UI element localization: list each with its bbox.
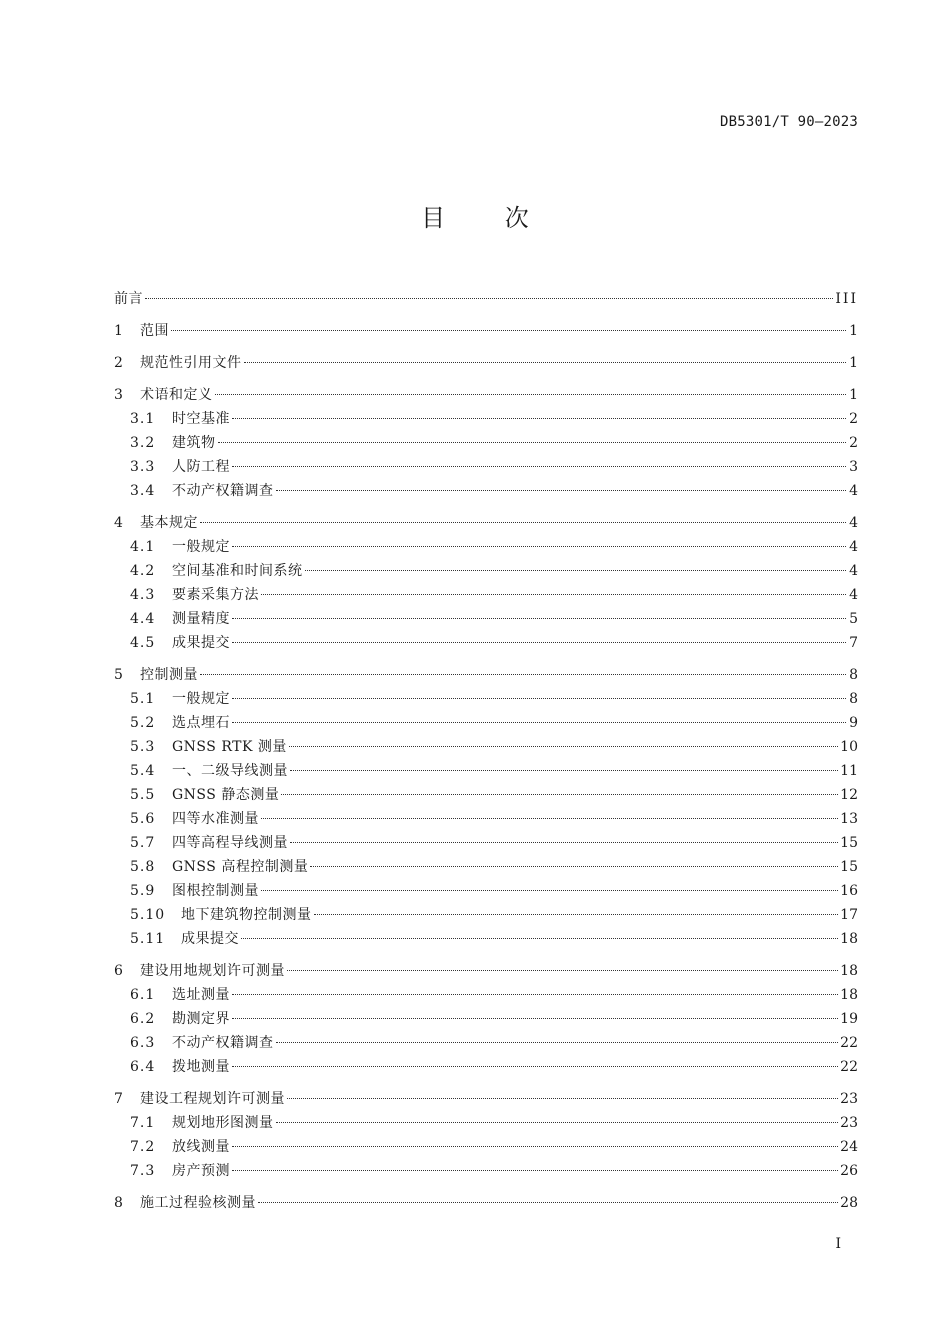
toc-entry-number: 7.3 bbox=[130, 1163, 156, 1179]
toc-entry-number: 7.1 bbox=[130, 1115, 156, 1131]
toc-entry-page: 11 bbox=[840, 763, 858, 779]
toc-entry-page: 7 bbox=[849, 635, 858, 651]
toc-section-entry[interactable] bbox=[114, 1031, 858, 1055]
toc-entry-page: 12 bbox=[840, 787, 858, 803]
toc-entry-page: 5 bbox=[849, 611, 858, 627]
toc-entry-label: 规划地形图测量 bbox=[172, 1115, 274, 1131]
toc-entry-label: 图根控制测量 bbox=[172, 883, 259, 899]
toc-entry-page: 1 bbox=[849, 387, 858, 403]
toc-entry-page: 10 bbox=[840, 739, 858, 755]
toc-entry-number: 5 bbox=[114, 667, 124, 683]
toc-leader-dots bbox=[215, 394, 847, 395]
toc-entry-number: 5.10 bbox=[130, 907, 166, 923]
toc-entry-number: 7 bbox=[114, 1091, 124, 1107]
toc-entry-page: 2 bbox=[849, 411, 858, 427]
toc-entry-number: 4.3 bbox=[130, 587, 156, 603]
toc-leader-dots bbox=[232, 466, 846, 467]
toc-entry-label: 前言 bbox=[114, 291, 143, 307]
toc-section-entry[interactable] bbox=[114, 631, 858, 655]
toc-entry-number: 6 bbox=[114, 963, 124, 979]
toc-leader-dots bbox=[200, 674, 846, 675]
toc-entry-label: 成果提交 bbox=[181, 931, 239, 947]
toc-entry-page: 3 bbox=[849, 459, 858, 475]
toc-entry-number: 5.11 bbox=[130, 931, 166, 947]
toc-entry-label: 房产预测 bbox=[172, 1163, 230, 1179]
toc-section-entry[interactable] bbox=[114, 607, 858, 631]
toc-leader-dots bbox=[290, 842, 838, 843]
toc-entry-page: 18 bbox=[840, 987, 858, 1003]
toc-leader-dots bbox=[276, 1122, 839, 1123]
toc-section-entry[interactable] bbox=[114, 855, 858, 879]
toc-entry-label: 基本规定 bbox=[140, 515, 198, 531]
toc-leader-dots bbox=[232, 1018, 838, 1019]
toc-entry-page: 24 bbox=[840, 1139, 858, 1155]
toc-entry-page: 22 bbox=[840, 1035, 858, 1051]
table-of-contents bbox=[114, 287, 858, 1215]
toc-entry-label: 范围 bbox=[140, 323, 169, 339]
toc-entry-page: 22 bbox=[840, 1059, 858, 1075]
toc-entry-label: GNSS 静态测量 bbox=[172, 787, 280, 803]
toc-entry-page: 18 bbox=[840, 931, 858, 947]
toc-entry-number: 7.2 bbox=[130, 1139, 156, 1155]
toc-entry-page: 1 bbox=[849, 355, 858, 371]
toc-leader-dots bbox=[290, 770, 838, 771]
toc-leader-dots bbox=[287, 1098, 838, 1099]
toc-section-entry[interactable] bbox=[114, 1135, 858, 1159]
toc-leader-dots bbox=[258, 1202, 838, 1203]
toc-entry-page: 8 bbox=[849, 691, 858, 707]
toc-entry-page: 13 bbox=[840, 811, 858, 827]
toc-chapter-entry[interactable] bbox=[114, 319, 858, 343]
toc-chapter-entry[interactable] bbox=[114, 663, 858, 687]
toc-leader-dots bbox=[232, 418, 846, 419]
toc-section-entry[interactable] bbox=[114, 1159, 858, 1183]
toc-section-entry[interactable] bbox=[114, 535, 858, 559]
footer-page-number: I bbox=[835, 1236, 841, 1252]
toc-leader-dots bbox=[232, 546, 846, 547]
toc-entry-number: 5.5 bbox=[130, 787, 156, 803]
toc-entry-label: 地下建筑物控制测量 bbox=[181, 907, 312, 923]
toc-entry-label: 不动产权籍调查 bbox=[172, 1035, 274, 1051]
toc-entry-label: 一般规定 bbox=[172, 691, 230, 707]
toc-entry-label: 建设用地规划许可测量 bbox=[140, 963, 285, 979]
toc-entry-number: 4.2 bbox=[130, 563, 156, 579]
toc-entry-number: 3.1 bbox=[130, 411, 156, 427]
toc-entry-number: 2 bbox=[114, 355, 124, 371]
toc-section-entry[interactable] bbox=[114, 831, 858, 855]
toc-entry-page: 19 bbox=[840, 1011, 858, 1027]
toc-entry-number: 5.6 bbox=[130, 811, 156, 827]
toc-section-entry[interactable] bbox=[114, 807, 858, 831]
toc-entry-label: 四等高程导线测量 bbox=[172, 835, 288, 851]
toc-entry-page: III bbox=[835, 291, 858, 307]
toc-leader-dots bbox=[232, 642, 846, 643]
toc-leader-dots bbox=[232, 1146, 838, 1147]
toc-entry-page: 4 bbox=[849, 587, 858, 603]
toc-entry-label: 施工过程验核测量 bbox=[140, 1195, 256, 1211]
toc-section-entry[interactable] bbox=[114, 735, 858, 759]
toc-chapter-entry[interactable] bbox=[114, 511, 858, 535]
toc-chapter-entry[interactable] bbox=[114, 1087, 858, 1111]
toc-entry-number: 4.4 bbox=[130, 611, 156, 627]
toc-entry-number: 8 bbox=[114, 1195, 124, 1211]
toc-section-entry[interactable] bbox=[114, 1055, 858, 1079]
toc-entry-number: 4.5 bbox=[130, 635, 156, 651]
toc-leader-dots bbox=[305, 570, 847, 571]
toc-entry-label: 人防工程 bbox=[172, 459, 230, 475]
toc-entry-number: 4.1 bbox=[130, 539, 156, 555]
toc-entry-number: 3.4 bbox=[130, 483, 156, 499]
toc-leader-dots bbox=[232, 698, 846, 699]
toc-leader-dots bbox=[232, 1170, 838, 1171]
toc-entry-number: 5.1 bbox=[130, 691, 156, 707]
toc-section-entry[interactable] bbox=[114, 1111, 858, 1135]
toc-leader-dots bbox=[287, 970, 838, 971]
toc-entry-page: 23 bbox=[840, 1115, 858, 1131]
toc-title: 目 次 bbox=[421, 204, 555, 232]
toc-entry-label: 不动产权籍调查 bbox=[172, 483, 274, 499]
toc-entry-label: 术语和定义 bbox=[140, 387, 213, 403]
toc-entry-label: 一般规定 bbox=[172, 539, 230, 555]
toc-leader-dots bbox=[241, 938, 838, 939]
toc-section-entry[interactable] bbox=[114, 903, 858, 927]
toc-entry-label: 勘测定界 bbox=[172, 1011, 230, 1027]
toc-leader-dots bbox=[232, 722, 846, 723]
toc-section-entry[interactable] bbox=[114, 479, 858, 503]
toc-section-entry[interactable] bbox=[114, 1007, 858, 1031]
toc-section-entry[interactable] bbox=[114, 559, 858, 583]
toc-entry-page: 4 bbox=[849, 515, 858, 531]
toc-entry-page: 15 bbox=[840, 835, 858, 851]
toc-entry-label: 四等水准测量 bbox=[172, 811, 259, 827]
toc-entry-number: 5.8 bbox=[130, 859, 156, 875]
toc-leader-dots bbox=[281, 794, 838, 795]
toc-section-entry[interactable] bbox=[114, 431, 858, 455]
toc-entry-number: 6.4 bbox=[130, 1059, 156, 1075]
toc-entry-page: 18 bbox=[840, 963, 858, 979]
toc-leader-dots bbox=[232, 1066, 838, 1067]
toc-entry-page: 23 bbox=[840, 1091, 858, 1107]
toc-leader-dots bbox=[232, 618, 846, 619]
toc-entry-number: 1 bbox=[114, 323, 124, 339]
toc-entry-page: 4 bbox=[849, 483, 858, 499]
toc-entry-label: 建设工程规划许可测量 bbox=[140, 1091, 285, 1107]
toc-entry-number: 6.1 bbox=[130, 987, 156, 1003]
toc-section-entry[interactable] bbox=[114, 455, 858, 479]
toc-leader-dots bbox=[218, 442, 847, 443]
toc-entry-page: 2 bbox=[849, 435, 858, 451]
toc-leader-dots bbox=[232, 994, 838, 995]
toc-leader-dots bbox=[310, 866, 838, 867]
toc-leader-dots bbox=[261, 594, 846, 595]
toc-section-entry[interactable] bbox=[114, 407, 858, 431]
toc-section-entry[interactable] bbox=[114, 583, 858, 607]
toc-entry-number: 5.9 bbox=[130, 883, 156, 899]
toc-entry-page: 17 bbox=[840, 907, 858, 923]
toc-entry-label: 规范性引用文件 bbox=[140, 355, 242, 371]
toc-entry-page: 9 bbox=[849, 715, 858, 731]
toc-chapter-entry[interactable] bbox=[114, 287, 858, 311]
toc-entry-number: 5.3 bbox=[130, 739, 156, 755]
toc-section-entry[interactable] bbox=[114, 879, 858, 903]
toc-leader-dots bbox=[276, 490, 847, 491]
toc-leader-dots bbox=[314, 914, 839, 915]
toc-chapter-entry[interactable] bbox=[114, 351, 858, 375]
toc-leader-dots bbox=[171, 330, 846, 331]
toc-entry-label: 控制测量 bbox=[140, 667, 198, 683]
document-code: DB5301/T 90—2023 bbox=[719, 114, 858, 130]
toc-leader-dots bbox=[261, 818, 838, 819]
toc-entry-label: 拨地测量 bbox=[172, 1059, 230, 1075]
toc-entry-label: 时空基准 bbox=[172, 411, 230, 427]
toc-entry-number: 5.2 bbox=[130, 715, 156, 731]
toc-entry-number: 6.2 bbox=[130, 1011, 156, 1027]
toc-entry-number: 5.4 bbox=[130, 763, 156, 779]
toc-leader-dots bbox=[145, 298, 833, 299]
toc-entry-label: GNSS 高程控制测量 bbox=[172, 859, 309, 875]
toc-entry-number: 3.3 bbox=[130, 459, 156, 475]
toc-section-entry[interactable] bbox=[114, 927, 858, 951]
toc-section-entry[interactable] bbox=[114, 711, 858, 735]
toc-entry-number: 4 bbox=[114, 515, 124, 531]
toc-section-entry[interactable] bbox=[114, 759, 858, 783]
toc-chapter-entry[interactable] bbox=[114, 959, 858, 983]
toc-leader-dots bbox=[261, 890, 838, 891]
toc-section-entry[interactable] bbox=[114, 783, 858, 807]
toc-entry-page: 15 bbox=[840, 859, 858, 875]
toc-entry-page: 4 bbox=[849, 563, 858, 579]
toc-entry-label: 选址测量 bbox=[172, 987, 230, 1003]
toc-entry-number: 5.7 bbox=[130, 835, 156, 851]
toc-entry-page: 8 bbox=[849, 667, 858, 683]
toc-section-entry[interactable] bbox=[114, 687, 858, 711]
toc-leader-dots bbox=[200, 522, 846, 523]
toc-entry-label: 放线测量 bbox=[172, 1139, 230, 1155]
toc-entry-page: 16 bbox=[840, 883, 858, 899]
toc-entry-number: 3.2 bbox=[130, 435, 156, 451]
toc-entry-label: GNSS RTK 测量 bbox=[172, 739, 287, 755]
toc-section-entry[interactable] bbox=[114, 983, 858, 1007]
toc-entry-label: 空间基准和时间系统 bbox=[172, 563, 303, 579]
toc-entry-number: 6.3 bbox=[130, 1035, 156, 1051]
toc-leader-dots bbox=[289, 746, 838, 747]
toc-entry-page: 1 bbox=[849, 323, 858, 339]
toc-entry-page: 28 bbox=[840, 1195, 858, 1211]
toc-entry-label: 一、二级导线测量 bbox=[172, 763, 288, 779]
toc-entry-number: 3 bbox=[114, 387, 124, 403]
toc-chapter-entry[interactable] bbox=[114, 1191, 858, 1215]
toc-entry-label: 要素采集方法 bbox=[172, 587, 259, 603]
toc-entry-page: 4 bbox=[849, 539, 858, 555]
toc-chapter-entry[interactable] bbox=[114, 383, 858, 407]
toc-entry-page: 26 bbox=[840, 1163, 858, 1179]
toc-entry-label: 测量精度 bbox=[172, 611, 230, 627]
toc-entry-label: 选点埋石 bbox=[172, 715, 230, 731]
toc-leader-dots bbox=[244, 362, 847, 363]
toc-entry-label: 建筑物 bbox=[172, 435, 216, 451]
toc-leader-dots bbox=[276, 1042, 839, 1043]
toc-entry-label: 成果提交 bbox=[172, 635, 230, 651]
